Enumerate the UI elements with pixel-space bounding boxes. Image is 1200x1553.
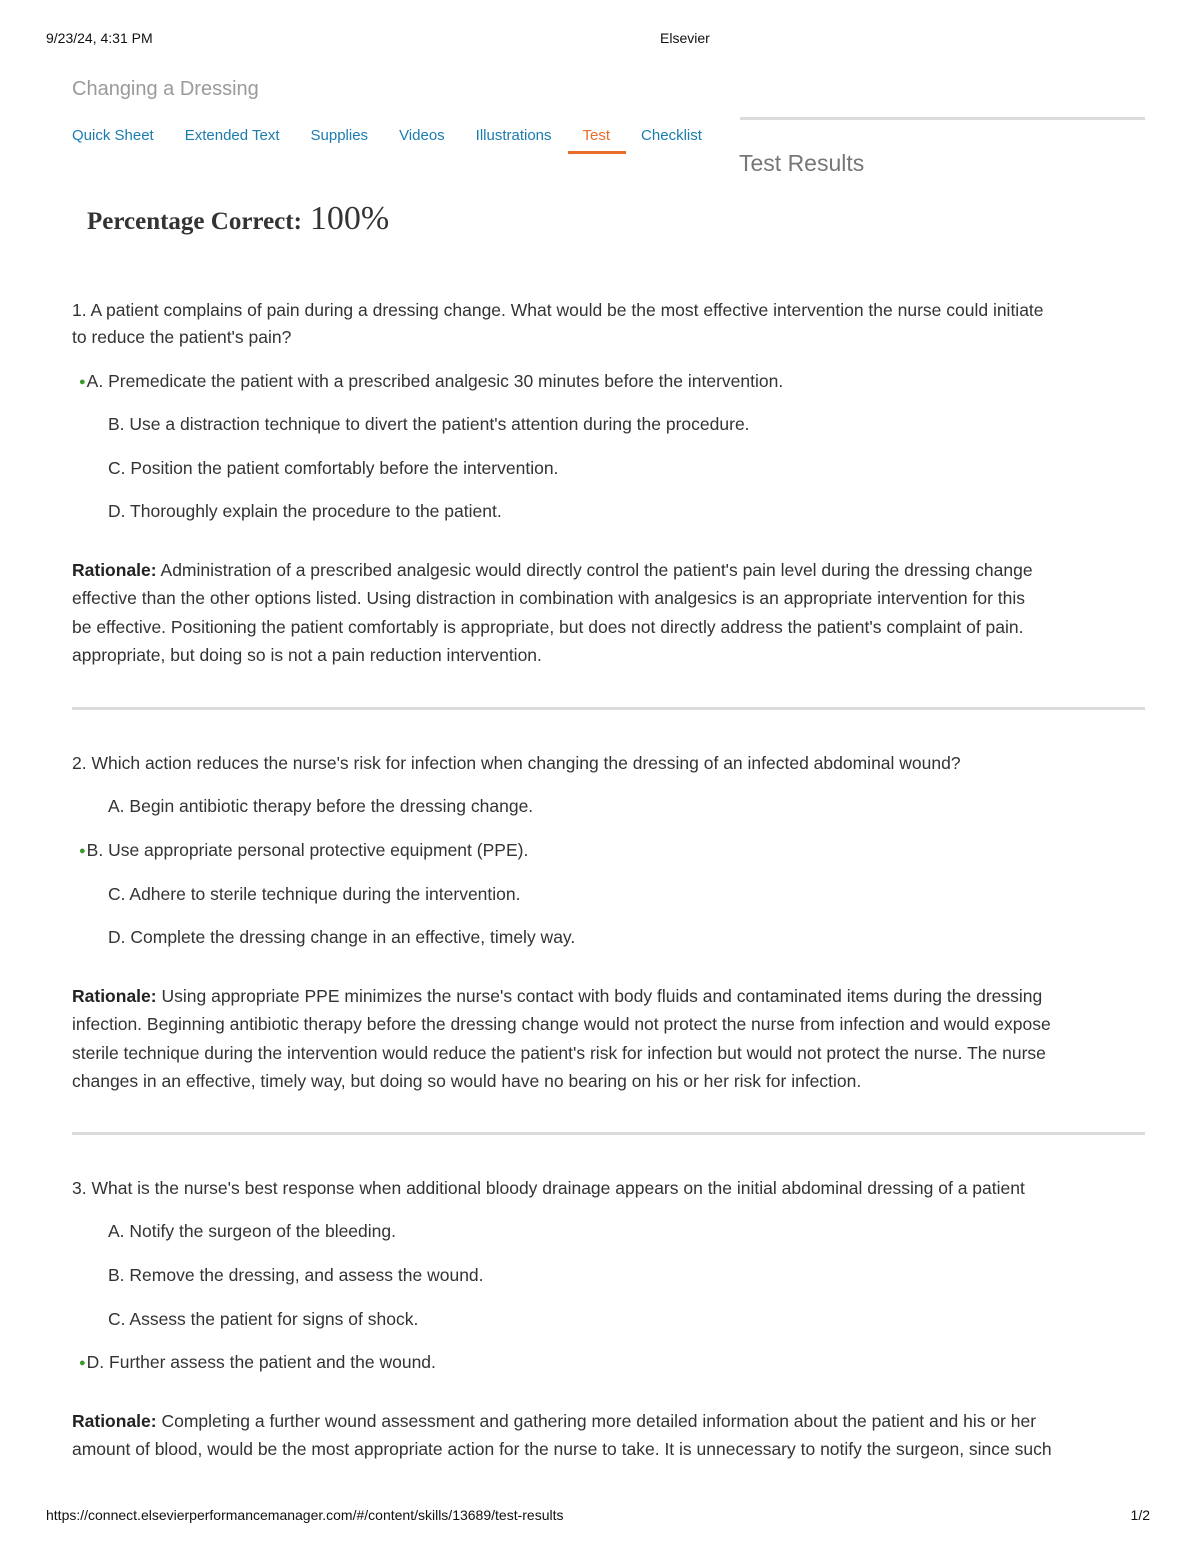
question-text: [72, 750, 1145, 777]
tab-extended-text[interactable]: Extended Text: [184, 127, 280, 144]
rationale-line: sterile technique during the intervention would reduce the patient's risk for infection but would not protect the nurse. The nurse: [72, 1042, 1046, 1063]
score-label: Percentage Correct:: [87, 208, 302, 235]
results-heading: Test Results: [739, 150, 865, 176]
question-divider: [72, 1132, 1145, 1135]
rationale-line: Administration of a prescribed analgesic would directly control the patient's pain level during the dressing change: [160, 560, 1033, 580]
answer-option-b: [108, 414, 750, 435]
rationale: [72, 1407, 1052, 1464]
option-letter: A.: [108, 1221, 125, 1241]
answer-option-d: [79, 1352, 436, 1373]
skill-content: [72, 0, 1145, 1500]
rationale-line: infection. Beginning antibiotic therapy before the dressing change would not protect the nurse from infection and would expose: [72, 1014, 1051, 1035]
skill-tabs: [72, 127, 733, 152]
print-datetime: 9/23/24, 4:31 PM: [46, 30, 153, 46]
option-letter: B.: [108, 1265, 125, 1285]
option-text: Assess the patient for signs of shock.: [129, 1309, 419, 1329]
answer-option-d: [108, 927, 575, 948]
rationale-label: Rationale:: [72, 560, 157, 580]
option-letter: D.: [86, 1352, 105, 1372]
option-text: Notify the surgeon of the bleeding.: [129, 1221, 396, 1241]
tab-videos[interactable]: Videos: [399, 127, 445, 144]
rationale-label: Rationale:: [72, 986, 157, 1006]
rationale-line: be effective. Positioning the patient comfortably is appropriate, but does not directly address the patient's complaint of pain.: [72, 616, 1024, 637]
question-line: 1. A patient complains of pain during a dressing change. What would be the most effective intervention the nurse could initiate: [72, 300, 1044, 320]
correct-mark-icon: ●: [79, 1357, 86, 1369]
option-letter: C.: [108, 458, 126, 478]
tab-quick-sheet[interactable]: Quick Sheet: [72, 127, 154, 144]
option-text: Thoroughly explain the procedure to the patient.: [130, 501, 502, 521]
rationale-line: appropriate, but doing so is not a pain reduction intervention.: [72, 644, 542, 665]
tab-test[interactable]: Test: [583, 127, 611, 152]
print-site-name: Elsevier: [660, 30, 710, 46]
skill-title: Changing a Dressing: [72, 78, 259, 100]
answer-option-b: [79, 840, 528, 861]
option-letter: D.: [108, 501, 126, 521]
rationale-line: effective than the other options listed. Using distraction in combination with analgesics is an appropriate intervention for this: [72, 588, 1025, 609]
rationale-line: changes in an effective, timely way, but doing so would have no bearing on his or her risk for infection.: [72, 1070, 862, 1091]
answer-option-a: [79, 371, 783, 392]
question-3: [72, 1175, 1145, 1460]
tab-supplies[interactable]: Supplies: [310, 127, 369, 144]
print-page-number: 1/2: [1130, 1507, 1150, 1523]
question-line: 3. What is the nurse's best response when additional bloody drainage appears on the initial abdominal dressing of a patient: [72, 1178, 1025, 1198]
print-url: https://connect.elsevierperformancemanager.com/#/content/skills/13689/test-results: [46, 1507, 564, 1523]
answer-option-b: [108, 1265, 484, 1286]
results-divider: [740, 117, 1145, 120]
question-2: [72, 750, 1145, 1091]
correct-mark-icon: ●: [79, 845, 86, 857]
question-divider: [72, 707, 1145, 710]
answer-option-a: [108, 1221, 396, 1242]
tab-checklist[interactable]: Checklist: [641, 127, 702, 144]
option-text: Remove the dressing, and assess the wound.: [129, 1265, 484, 1285]
answer-option-c: [108, 884, 521, 905]
question-text: [72, 1175, 1145, 1202]
option-text: Further assess the patient and the wound.: [109, 1352, 436, 1372]
option-letter: D.: [108, 927, 126, 947]
rationale-line: Using appropriate PPE minimizes the nurse's contact with body fluids and contaminated items during the dressing: [161, 986, 1043, 1006]
option-text: Begin antibiotic therapy before the dressing change.: [129, 796, 534, 816]
option-letter: B.: [86, 840, 104, 860]
question-line: to reduce the patient's pain?: [72, 327, 292, 347]
answer-option-a: [108, 796, 533, 817]
rationale: [72, 982, 1051, 1095]
option-letter: C.: [108, 884, 126, 904]
option-text: Premedicate the patient with a prescribed analgesic 30 minutes before the intervention.: [108, 371, 784, 391]
score-summary: [87, 200, 389, 238]
answer-option-c: [108, 458, 558, 479]
rationale-line: amount of blood, would be the most appropriate action for the nurse to take. It is unnecessary to notify the surgeon, since such: [72, 1439, 1052, 1460]
rationale-line: Completing a further wound assessment and gathering more detailed information about the patient and his or her: [161, 1411, 1037, 1431]
option-letter: A.: [108, 796, 125, 816]
question-1: [72, 297, 1145, 665]
rationale: [72, 556, 1033, 669]
question-text: [72, 297, 1145, 351]
option-text: Position the patient comfortably before the intervention.: [130, 458, 559, 478]
option-text: Use appropriate personal protective equipment (PPE).: [108, 840, 529, 860]
correct-mark-icon: ●: [79, 376, 86, 388]
option-letter: C.: [108, 1309, 126, 1329]
option-text: Adhere to sterile technique during the intervention.: [129, 884, 521, 904]
option-text: Complete the dressing change in an effective, timely way.: [130, 927, 576, 947]
option-letter: B.: [108, 414, 125, 434]
score-value: 100%: [309, 200, 390, 237]
rationale-label: Rationale:: [72, 1411, 157, 1431]
question-line: 2. Which action reduces the nurse's risk for infection when changing the dressing of an infected abdominal wound?: [72, 753, 961, 773]
option-letter: A.: [86, 371, 104, 391]
answer-option-d: [108, 501, 502, 522]
tab-illustrations[interactable]: Illustrations: [475, 127, 552, 144]
option-text: Use a distraction technique to divert the patient's attention during the procedure.: [129, 414, 750, 434]
answer-option-c: [108, 1309, 418, 1330]
